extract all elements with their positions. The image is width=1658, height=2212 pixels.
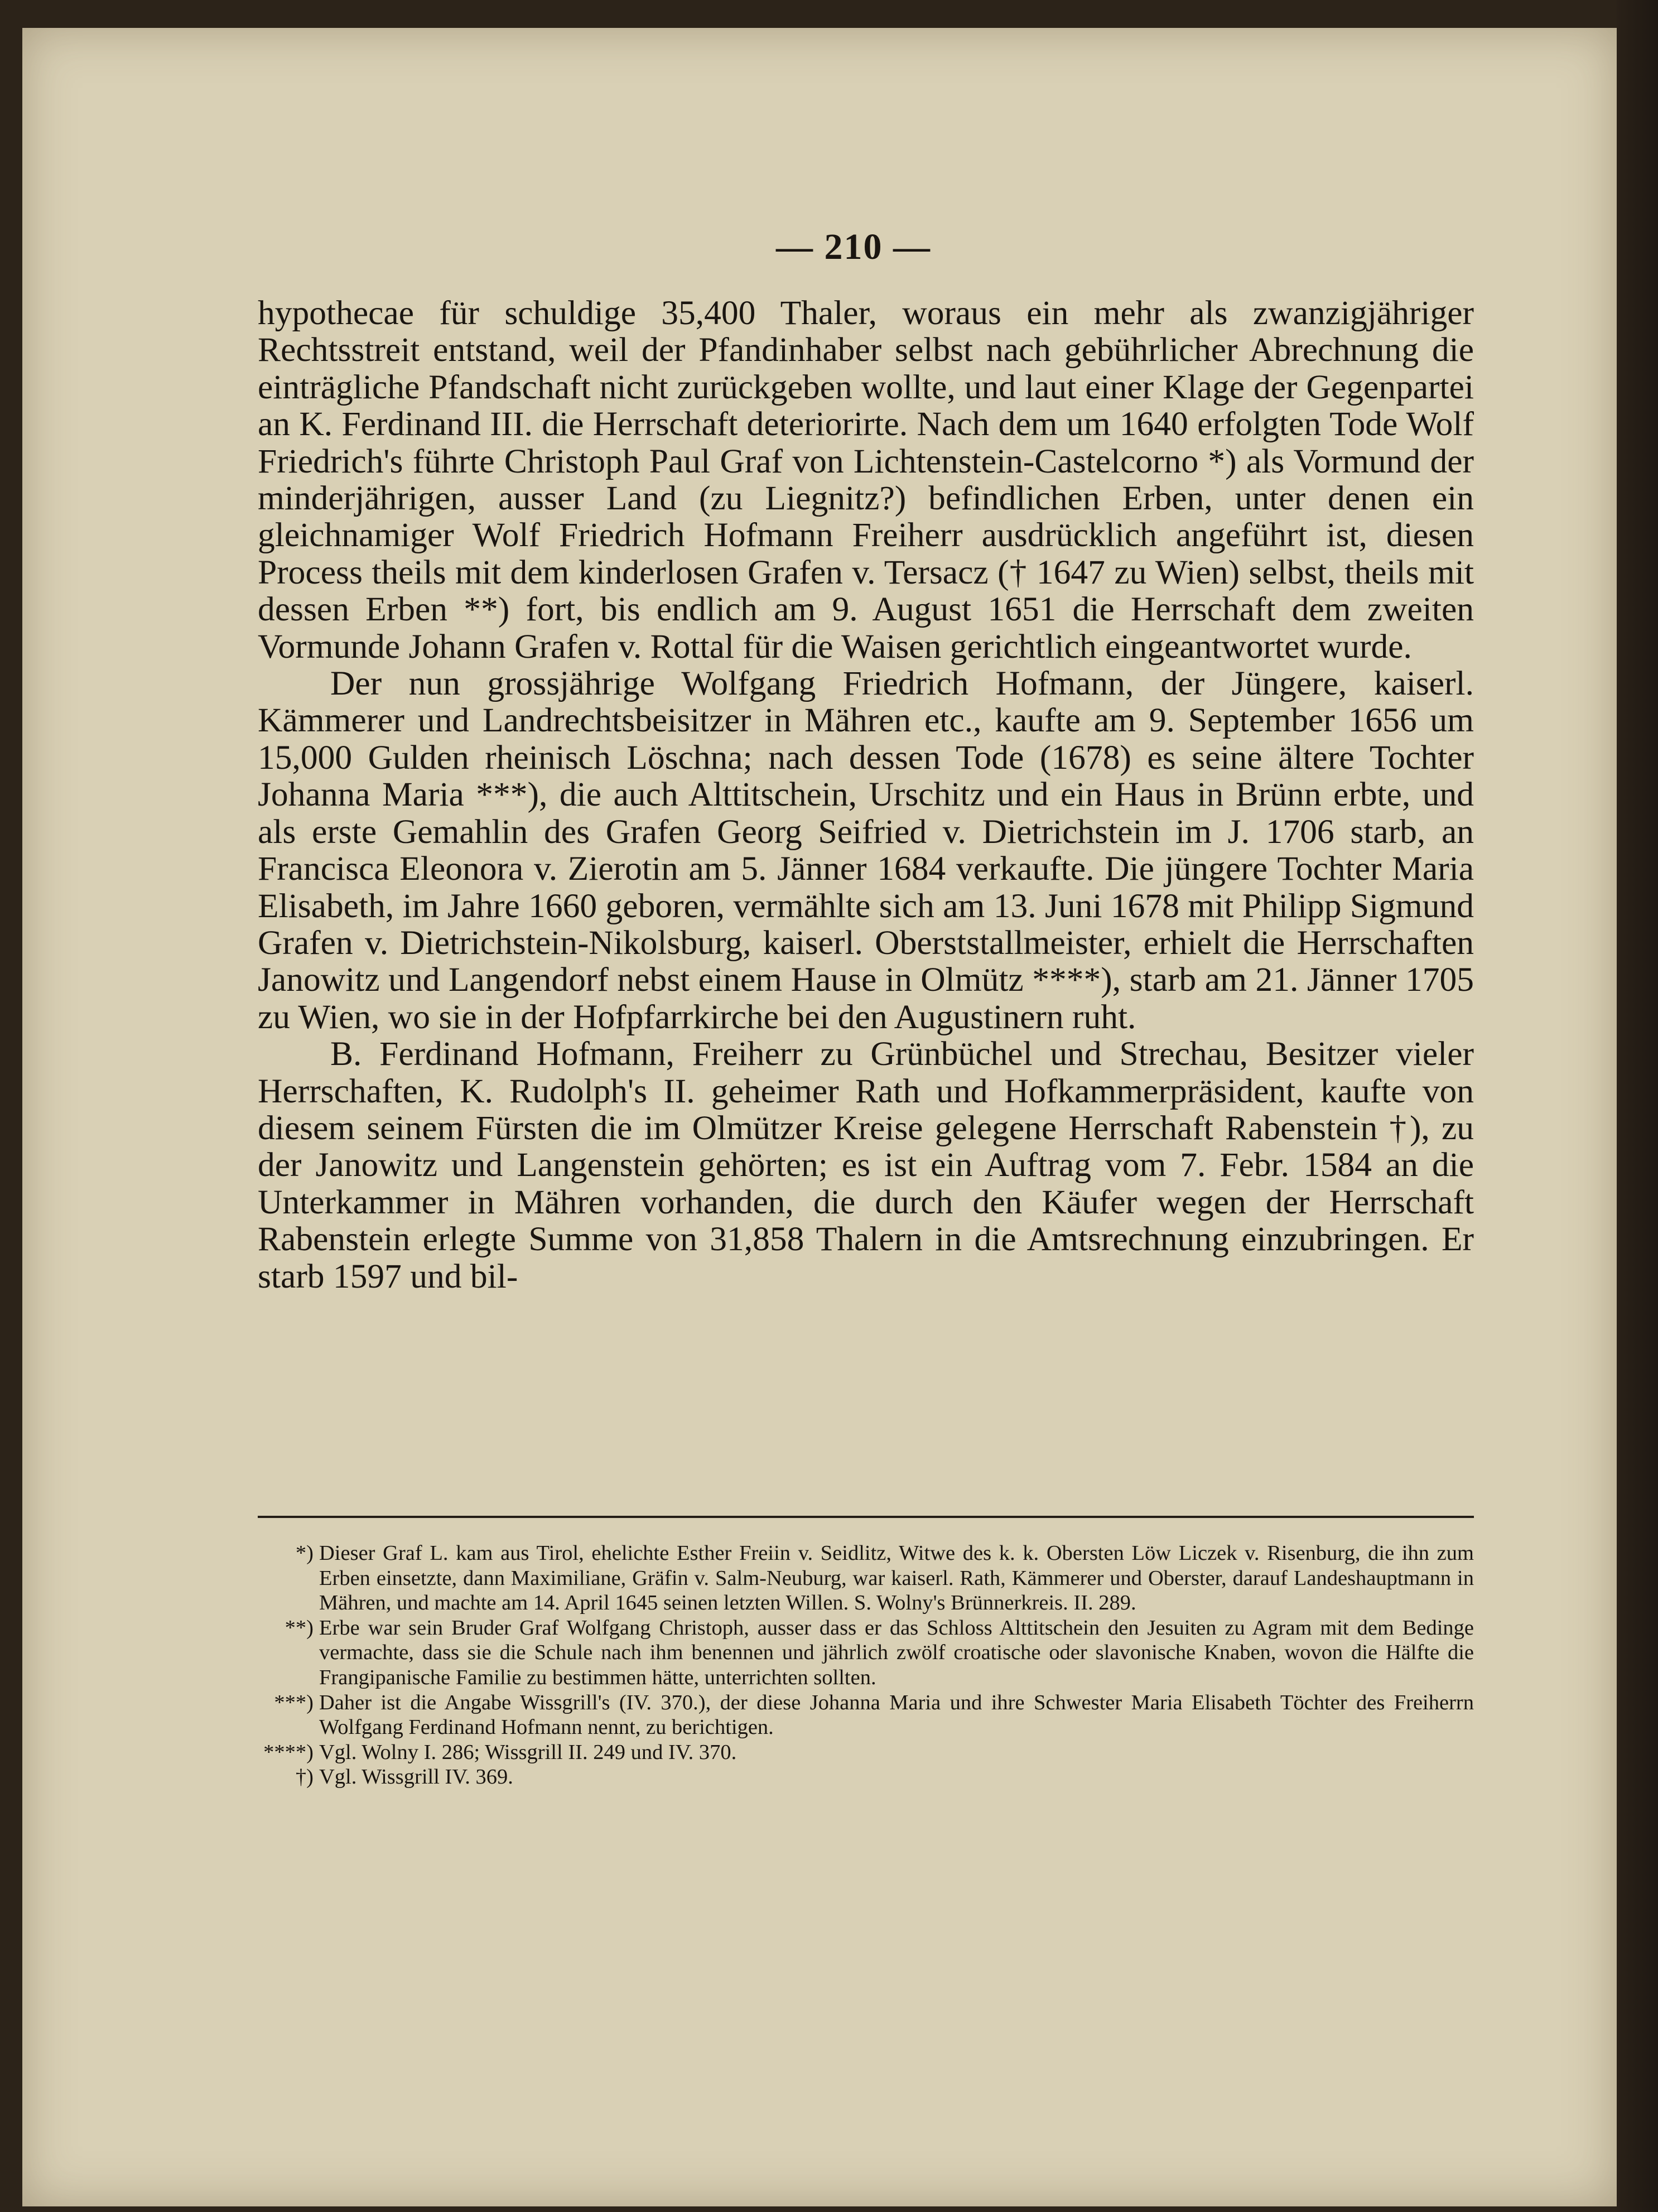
footnote-text: Dieser Graf L. kam aus Tirol, ehelichte Esther Freiin v. Seidlitz, Witwe des k. k. Obersten Löw Liczek v. Risenburg, die ihn zum Erben einsetzte, dann Maximiliane, Gräfin v. Salm-Neuburg, war kaiserl. Rath, Kämmerer und Oberster, darauf Landeshauptmann in Mähren, und machte am 14. April 1645 seinen letzten Willen. S. Wolny's Brünnerkreis. II. 289. <box>319 1541 1474 1615</box>
page-number: — 210 — <box>776 226 931 267</box>
footnote <box>258 1541 1474 1616</box>
footnote-divider <box>258 1516 1474 1518</box>
footnote <box>258 1690 1474 1740</box>
footnote-mark: *) <box>295 1541 314 1565</box>
footnote-text: Erbe war sein Bruder Graf Wolfgang Christoph, ausser dass er das Schloss Alttitschein den Jesuiten zu Agram mit dem Bedinge vermachte, dass sie die Schule nach ihm benennen und jährlich zwölf croatische oder slavonische Knaben, wovon die Hälfte die Frangipanische Familie zu bestimmen hätte, unterrichten sollten. <box>319 1616 1474 1689</box>
paragraph: B. Ferdinand Hofmann, Freiherr zu Grünbüchel und Strechau, Besitzer vieler Herrschaften, K. Rudolph's II. geheimer Rath und Hofkammerpräsident, kaufte von diesem seinem Fürsten die im Olmützer Kreise gelegene Herrschaft Rabenstein †), zu der Janowitz und Langenstein gehörten; es ist ein Auftrag vom 7. Febr. 1584 an die Unterkammer in Mähren vorhanden, die durch den Käufer wegen der Herrschaft Rabenstein erlegte Summe von 31,858 Thalern in die Amtsrechnung einzubringen. Er starb 1597 und bil- <box>258 1035 1474 1295</box>
scan-border-left <box>0 0 22 2212</box>
footnote-text: Daher ist die Angabe Wissgrill's (IV. 370.), der diese Johanna Maria und ihre Schwester Maria Elisabeth Töchter des Freiherrn Wolfgang Ferdinand Hofmann nennt, zu berichtigen. <box>319 1690 1474 1739</box>
scan-border-top <box>0 0 1658 28</box>
footnotes <box>258 1541 1474 1790</box>
footnote-mark: ***) <box>274 1690 314 1714</box>
paragraph: hypothecae für schuldige 35,400 Thaler, woraus ein mehr als zwanzigjähriger Rechtsstreit entstand, weil der Pfandinhaber selbst nach gebührlicher Abrechnung die einträgliche Pfandschaft nicht zurückgeben wollte, und laut einer Klage der Gegenpartei an K. Ferdinand III. die Herrschaft deteriorirte. Nach dem um 1640 erfolgten Tode Wolf Friedrich's führte Christoph Paul Graf von Lichtenstein-Castelcorno *) als Vormund der minderjährigen, ausser Land (zu Liegnitz?) befindlichen Erben, unter denen ein gleichnamiger Wolf Friedrich Hofmann Freiherr ausdrücklich angeführt ist, diesen Process theils mit dem kinderlosen Grafen v. Tersacz († 1647 zu Wien) selbst, theils mit dessen Erben **) fort, bis endlich am 9. August 1651 die Herrschaft dem zweiten Vormunde Johann Grafen v. Rottal für die Waisen gerichtlich eingeantwortet wurde. <box>258 294 1474 666</box>
footnote-mark: †) <box>295 1765 314 1789</box>
footnote <box>258 1765 1474 1790</box>
main-text <box>258 295 1474 1295</box>
footnote <box>258 1740 1474 1765</box>
paragraph: Der nun grossjährige Wolfgang Friedrich Hofmann, der Jüngere, kaiserl. Kämmerer und Landrechtsbeisitzer in Mähren etc., kaufte am 9. September 1656 um 15,000 Gulden rheinisch Löschna; nach dessen Tode (1678) es seine ältere Tochter Johanna Maria ***), die auch Alttitschein, Urschitz und ein Haus in Brünn erbte, und als erste Gemahlin des Grafen Georg Seifried v. Dietrichstein im J. 1706 starb, an Francisca Eleonora v. Zierotin am 5. Jänner 1684 verkaufte. Die jüngere Tochter Maria Elisabeth, im Jahre 1660 geboren, vermählte sich am 13. Juni 1678 mit Philipp Sigmund Grafen v. Dietrichstein-Nikolsburg, kaiserl. Oberststallmeister, erhielt die Herrschaften Janowitz und Langendorf nebst einem Hause in Olmütz ****), starb am 21. Jänner 1705 zu Wien, wo sie in der Hofpfarrkirche bei den Augustinern ruht. <box>258 664 1474 1036</box>
footnote-text: Vgl. Wissgrill IV. 369. <box>319 1765 513 1789</box>
book-binding <box>1617 0 1658 2212</box>
footnote-mark: ****) <box>263 1740 314 1764</box>
footnote-mark: **) <box>285 1616 314 1640</box>
footnote-text: Vgl. Wolny I. 286; Wissgrill II. 249 und IV. 370. <box>319 1740 737 1764</box>
footnote <box>258 1616 1474 1690</box>
